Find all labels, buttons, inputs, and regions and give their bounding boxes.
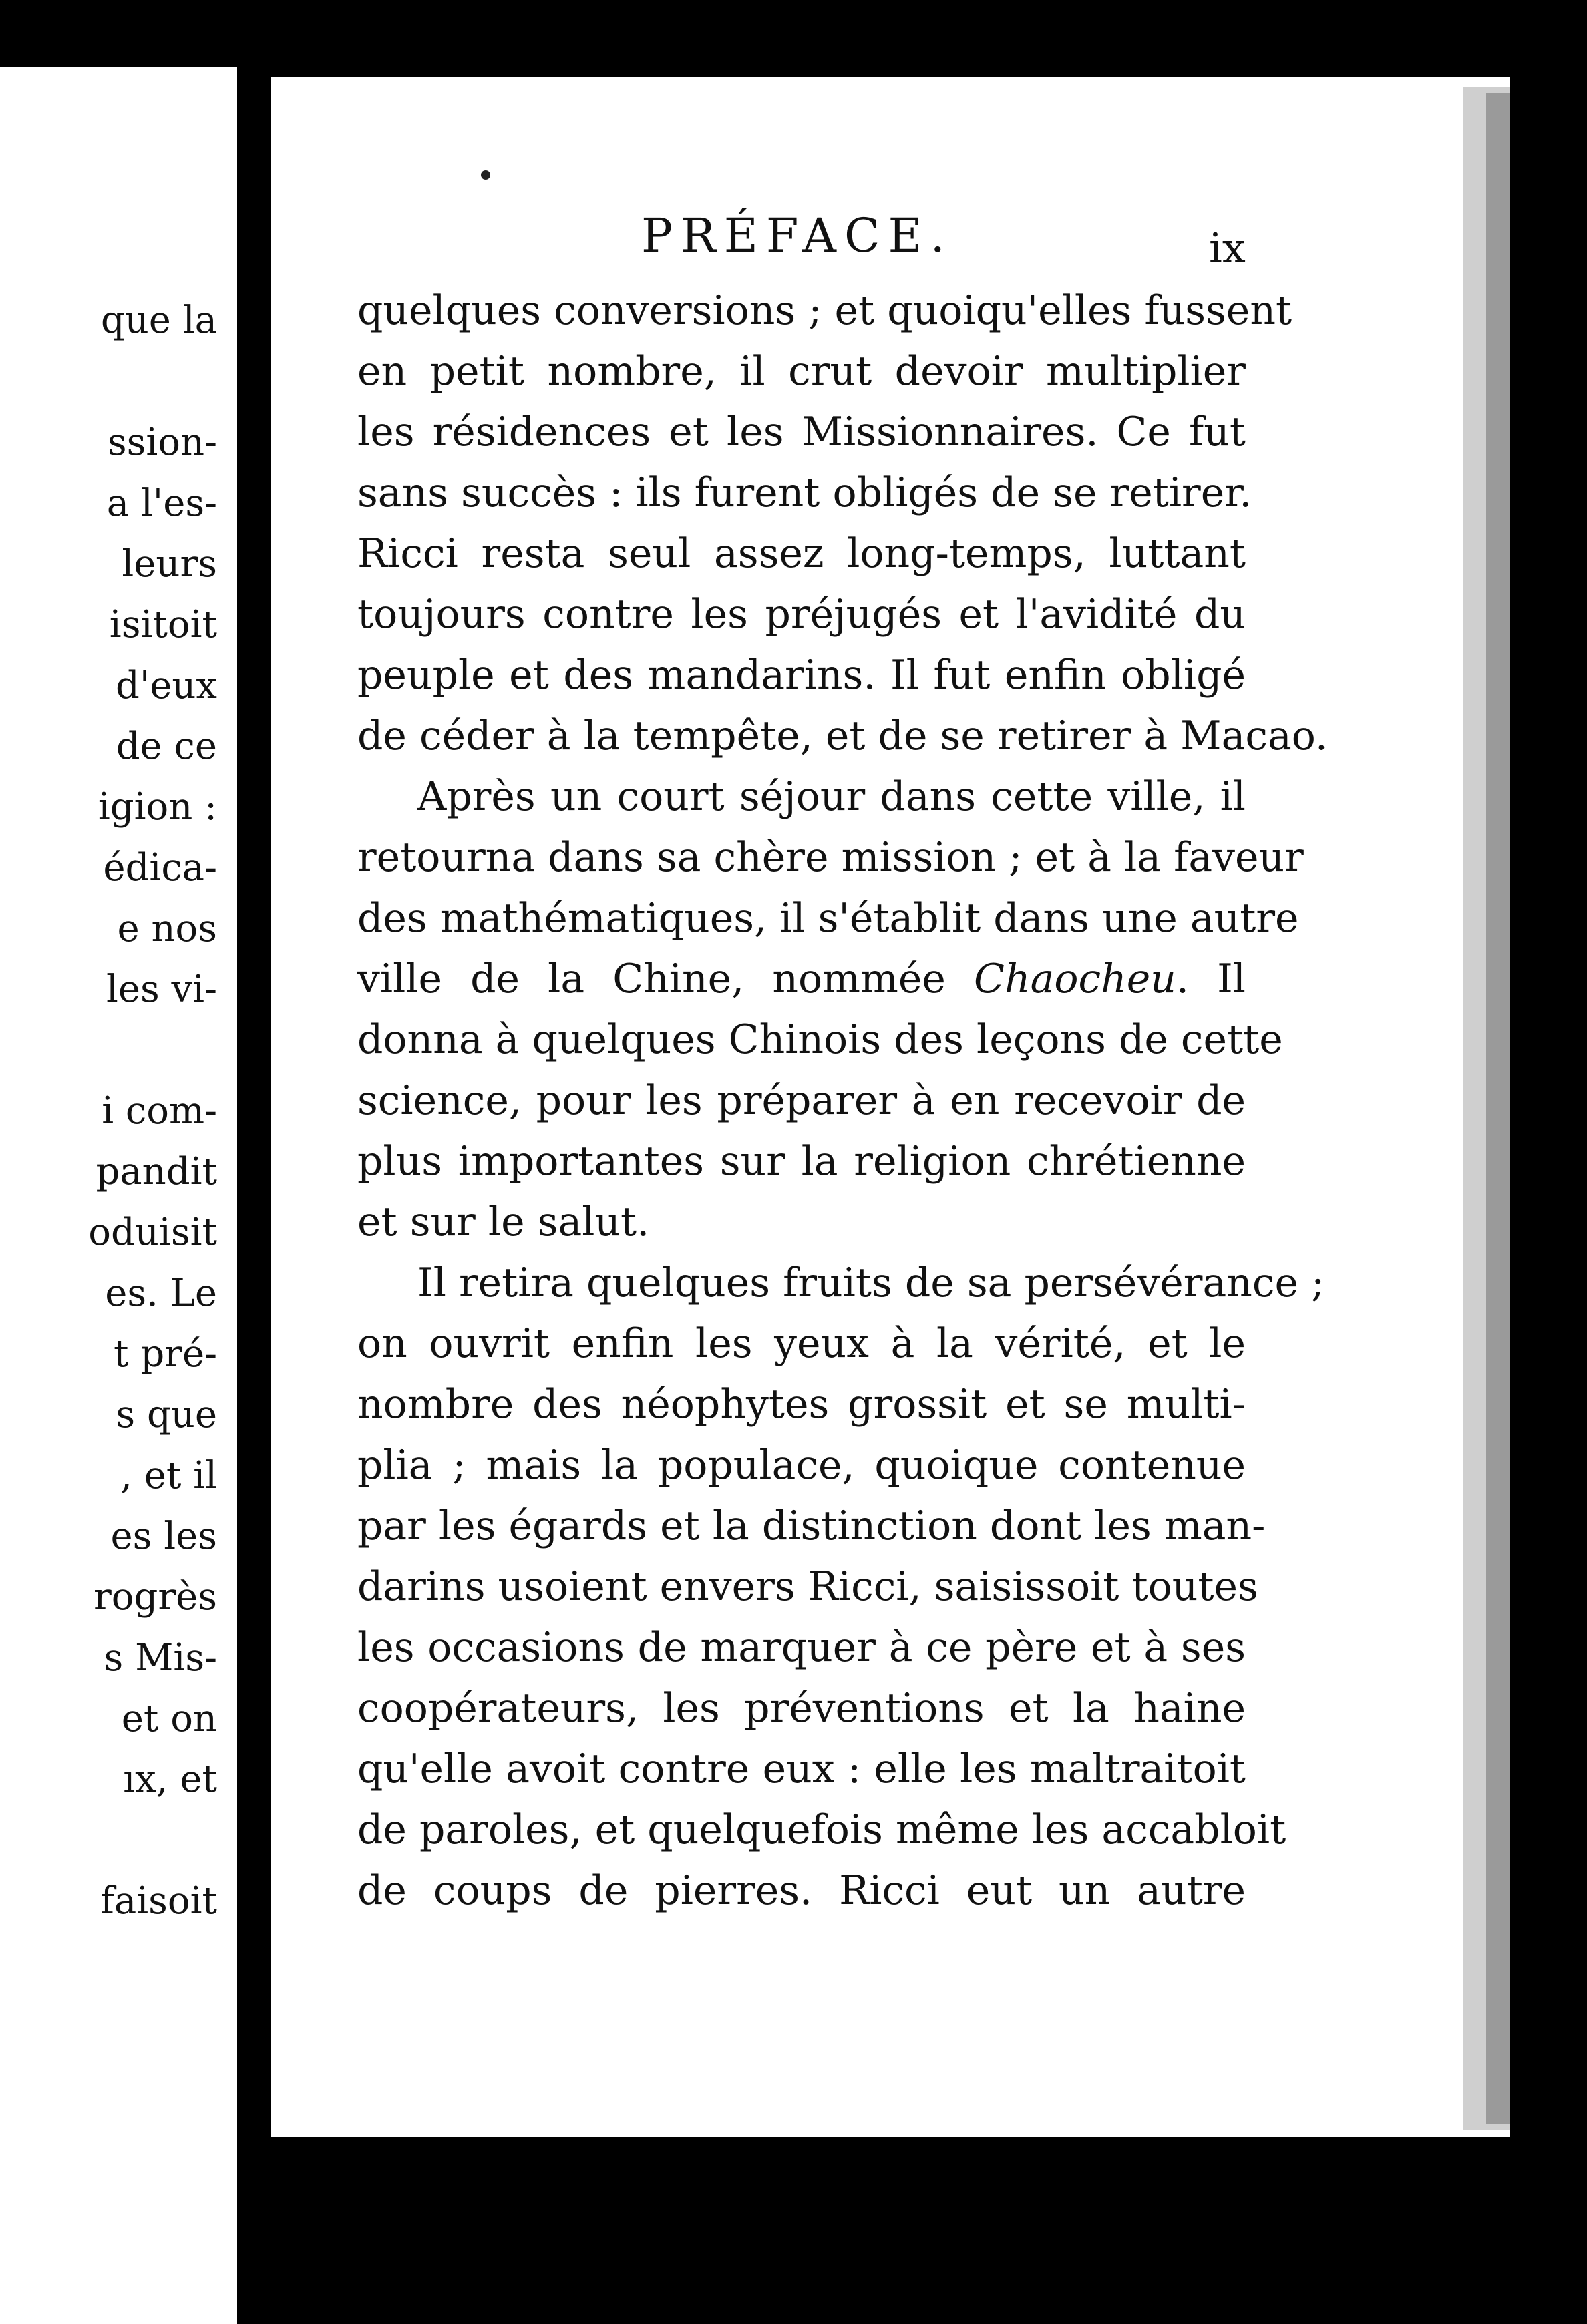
left-line-fragment: les vi- [106, 968, 217, 1011]
left-line-fragment: t pré- [114, 1332, 217, 1376]
text-line: et sur le salut. [357, 1199, 650, 1245]
left-line-fragment: de ce [116, 725, 217, 768]
text-line: nombre des néophytes grossit et se multi- [357, 1381, 1246, 1428]
text-line: Après un court séjour dans cette ville, il [417, 773, 1246, 820]
left-line-fragment: que la [100, 299, 217, 342]
text-line: darins usoient envers Ricci, saisissoit toutes [357, 1563, 1258, 1610]
text-line: par les égards et la distinction dont les man- [357, 1503, 1266, 1549]
text-line: les résidences et les Missionnaires. Ce fut [357, 409, 1246, 455]
left-line-fragment: , et il [120, 1454, 217, 1497]
left-line-fragment: faisoit [100, 1879, 217, 1923]
page-edge-shadow [1486, 93, 1510, 2124]
book-gutter [237, 0, 271, 2324]
left-line-fragment: pandit [96, 1150, 217, 1193]
text-line: qu'elle avoit contre eux : elle les maltraitoit [357, 1746, 1246, 1792]
left-line-fragment: es les [110, 1515, 217, 1558]
text-line: sans succès : ils furent obligés de se retirer. [357, 469, 1252, 516]
text-line: Ricci resta seul assez long-temps, luttant [357, 530, 1246, 577]
text-line: en petit nombre, il crut devoir multiplier [357, 348, 1246, 395]
text-line: science, pour les préparer à en recevoir de [357, 1077, 1246, 1124]
text-line: coopérateurs, les préventions et la haine [357, 1685, 1246, 1732]
text-line: on ouvrit enfin les yeux à la vérité, et le [357, 1320, 1246, 1367]
text-line: des mathématiques, il s'établit dans une autre [357, 895, 1299, 942]
left-line-fragment: et on [121, 1697, 217, 1740]
left-line-fragment: e nos [117, 907, 217, 950]
left-line-fragment: édica- [103, 846, 217, 890]
text-line: Il retira quelques fruits de sa persévérance ; [417, 1260, 1325, 1306]
text-line-with-place-name: ville de la Chine, nommée Chaocheu. Il [357, 956, 1246, 1002]
body-text [357, 280, 1328, 1921]
text-line: plus importantes sur la religion chrétienne [357, 1138, 1246, 1185]
place-name: Chaocheu [974, 956, 1176, 1002]
text-line: toujours contre les préjugés et l'avidité du [357, 591, 1246, 638]
left-line-fragment: leurs [122, 542, 217, 586]
left-line-fragment: oduisit [88, 1211, 217, 1254]
left-page [0, 67, 237, 2324]
text-line: quelques conversions ; et quoiqu'elles fussent [357, 287, 1292, 334]
ink-speck [481, 170, 490, 180]
text-line: donna à quelques Chinois des leçons de cette [357, 1016, 1283, 1063]
left-line-fragment: igion : [98, 785, 217, 829]
left-line-fragment: s Mis- [104, 1636, 217, 1680]
text-line: de céder à la tempête, et de se retirer à Macao. [357, 713, 1328, 759]
left-line-fragment: s que [116, 1393, 217, 1436]
left-line-fragment: d'eux [115, 664, 217, 707]
left-line-fragment: a l'es- [106, 481, 217, 525]
text-line: plia ; mais la populace, quoique contenue [357, 1442, 1246, 1489]
running-header: PRÉFACE. [641, 208, 953, 263]
text-line: les occasions de marquer à ce père et à ses [357, 1624, 1246, 1671]
text-line: peuple et des mandarins. Il fut enfin obligé [357, 652, 1246, 699]
left-line-fragment: ssion- [107, 421, 217, 464]
text-line: de coups de pierres. Ricci eut un autre [357, 1867, 1246, 1914]
left-line-fragment: isitoit [109, 603, 217, 646]
left-line-fragment: rogrès [94, 1575, 217, 1619]
page-number: ix [1209, 224, 1246, 272]
text-line: de paroles, et quelquefois même les accabloit [357, 1806, 1286, 1853]
left-line-fragment: i com- [102, 1089, 217, 1133]
left-line-fragment: es. Le [105, 1272, 217, 1315]
text-line: retourna dans sa chère mission ; et à la faveur [357, 834, 1304, 881]
left-line-fragment: ıx, et [123, 1758, 217, 1801]
